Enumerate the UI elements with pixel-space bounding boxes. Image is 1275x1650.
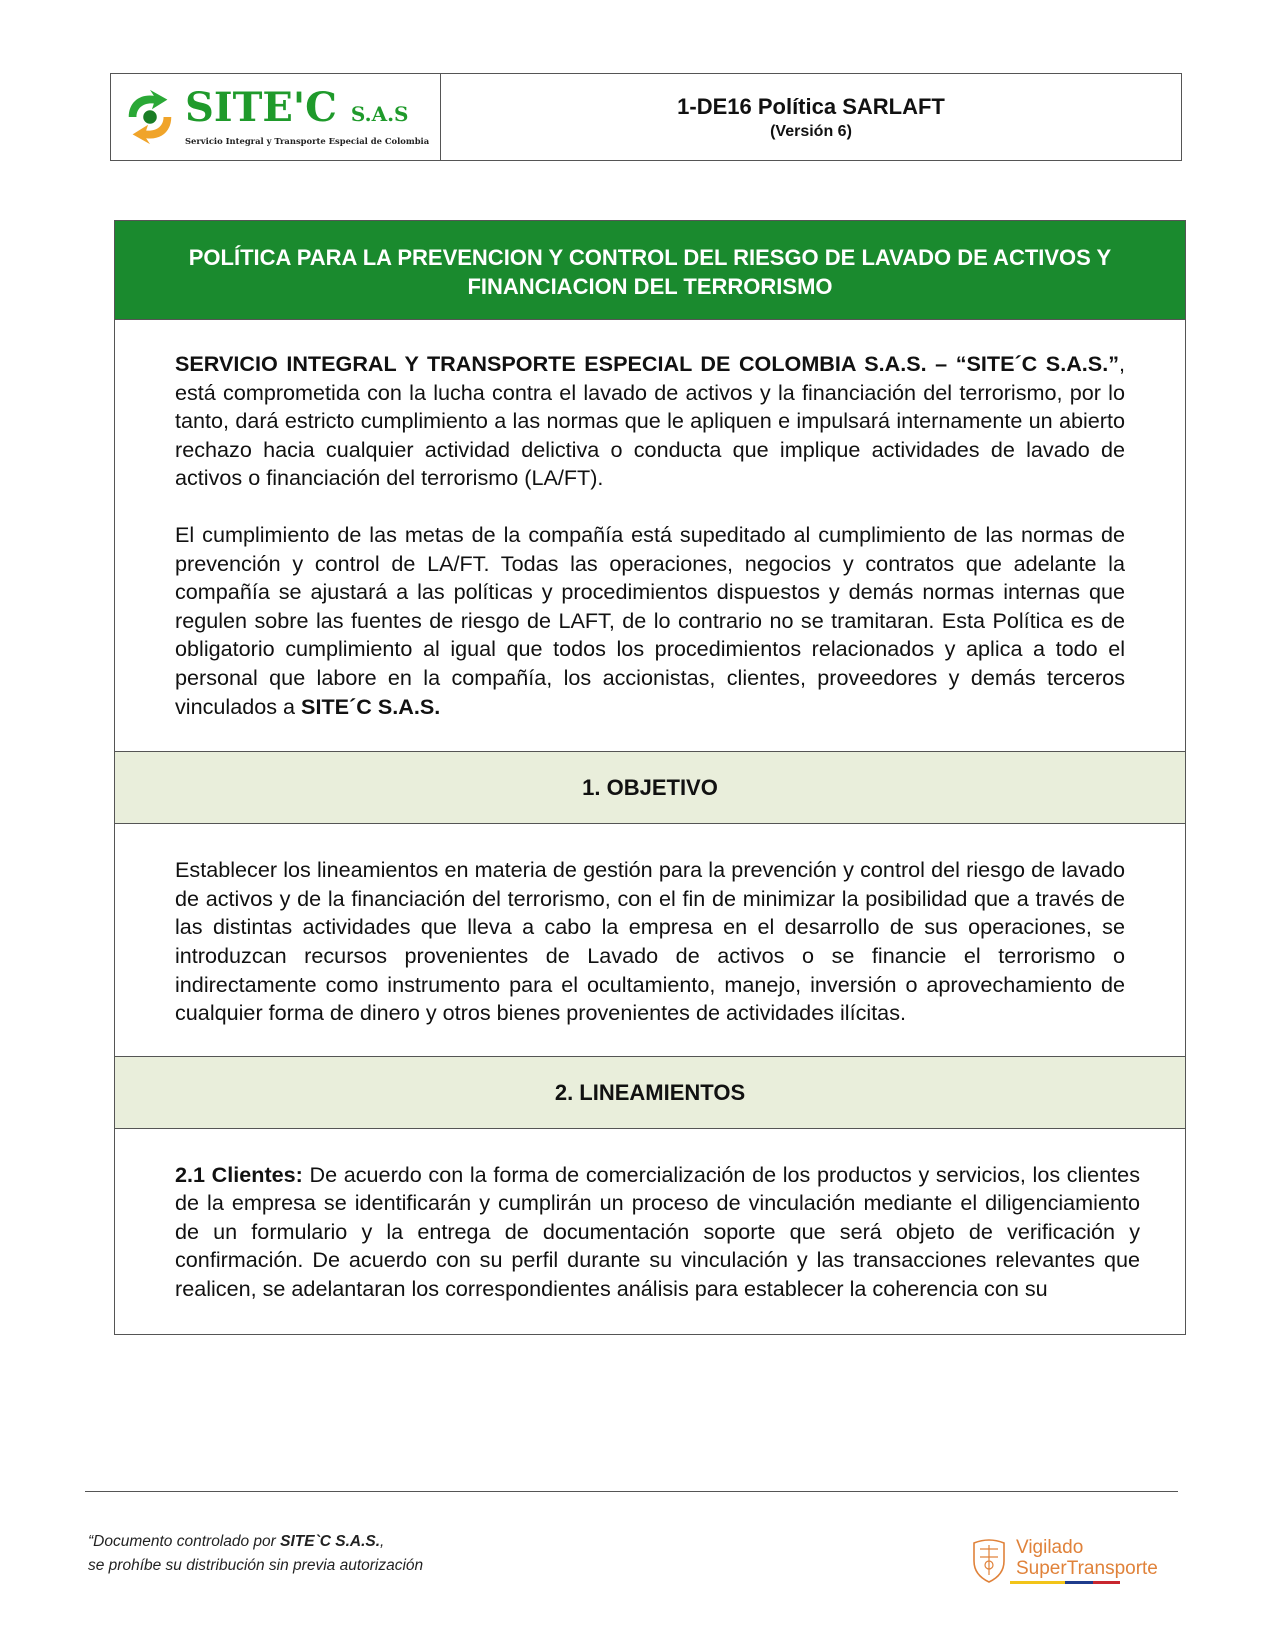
objetivo-cell (115, 824, 1185, 1056)
coat-of-arms-icon (968, 1535, 1010, 1585)
clientes-text: De acuerdo con la forma de comercialización de los productos y servicios, los clientes de la empresa se identificarán y cumplirán un proceso de vinculación mediante el diligenciamiento de un formulario y la entrega de documentación soporte que será objeto de verificación y confirmación. De acuerdo con su perfil durante su vinculación y las transacciones relevantes que realicen, se adelantaran los correspondientes análisis para establecer la coherencia con su (175, 1161, 1140, 1302)
logo-tagline: Servicio Integral y Transporte Especial de Colombia (185, 136, 430, 146)
objetivo-paragraph: Establecer los lineamientos en materia de gestión para la prevención y control del riesgo de lavado de activos y de la financiación del terrorismo, con el fin de minimizar la posibilidad que a través de las distintas actividades que lleva a cabo la empresa en el desarrollo de sus operaciones, se introduzcan recursos provenientes de Lavado de activos o se financie el terrorismo o indirectamente como instrumento para el ocultamiento, manejo, inversión o aprovechamiento de cualquier forma de dinero y otros bienes provenientes de actividades ilícitas. (175, 857, 1125, 1026)
flag-stripe (1010, 1581, 1120, 1584)
footer-note (88, 1530, 423, 1578)
supertransporte-label: SuperTransporte (1016, 1557, 1158, 1579)
company-short-name: SITE´C S.A.S. (301, 693, 441, 719)
logo (111, 74, 441, 160)
clientes-label: 2.1 Clientes: (175, 1161, 303, 1187)
policy-heading: POLÍTICA PARA LA PREVENCION Y CONTROL DEL RIESGO DE LAVADO DE ACTIVOS Y FINANCIACION DEL TERRORISMO (115, 221, 1185, 320)
footer-divider (85, 1491, 1178, 1492)
intro-paragraph-1-text: , está comprometida con la lucha contra el lavado de activos y la financiación del terrorismo, por lo tanto, dará estricto cumplimiento a las normas que le apliquen e impulsará internamente un abierto rechazo hacia cualquier actividad delictiva o conducta que implique actividades de lavado de activos o financiación del terrorismo (LA/FT). (175, 351, 1125, 491)
vigilado-label: Vigilado (1016, 1536, 1084, 1558)
vigilado-supertransporte-badge (968, 1535, 1158, 1585)
footer-note-company: SITE`C S.A.S. (280, 1533, 381, 1550)
document-version: (Versión 6) (770, 122, 852, 140)
lineamientos-cell (115, 1129, 1185, 1334)
intro-paragraph-2-text: El cumplimiento de las metas de la compañía está supeditado al cumplimiento de las normas de prevención y control de LA/FT. Todas las operaciones, negocios y contratos que adelante la compañía se ajustará a las políticas y procedimientos dispuestos y demás normas internas que regulen sobre las fuentes de riesgo de LAFT, de lo contrario no se tramitaran. Esta Política es de obligatorio cumplimiento al igual que todos los procedimientos relacionados y aplica a todo el personal que labore en la compañía, los accionistas, clientes, proveedores y demás terceros vinculados a (175, 521, 1125, 719)
company-name: SERVICIO INTEGRAL Y TRANSPORTE ESPECIAL DE COLOMBIA S.A.S. – “SITE´C S.A.S.” (175, 351, 1119, 376)
recycle-arrows-logo-icon (121, 88, 179, 146)
policy-table (114, 220, 1186, 1335)
logo-name: SITE'C (185, 84, 337, 131)
section-heading-objetivo: 1. OBJETIVO (115, 751, 1185, 824)
intro-cell (115, 320, 1185, 751)
footer-note-line-2: se prohíbe su distribución sin previa autorización (88, 1557, 424, 1574)
intro-paragraph-1 (175, 350, 1125, 493)
document-title-cell (441, 74, 1181, 160)
footer-note-prefix: “Documento controlado por (88, 1533, 281, 1550)
document-title: 1-DE16 Política SARLAFT (677, 93, 945, 119)
document-header (110, 73, 1182, 161)
intro-paragraph-2 (175, 521, 1125, 721)
logo-suffix: S.A.S (350, 102, 409, 126)
clientes-paragraph (175, 1161, 1140, 1304)
section-heading-lineamientos: 2. LINEAMIENTOS (115, 1056, 1185, 1129)
footer-note-suffix: , (380, 1533, 385, 1550)
